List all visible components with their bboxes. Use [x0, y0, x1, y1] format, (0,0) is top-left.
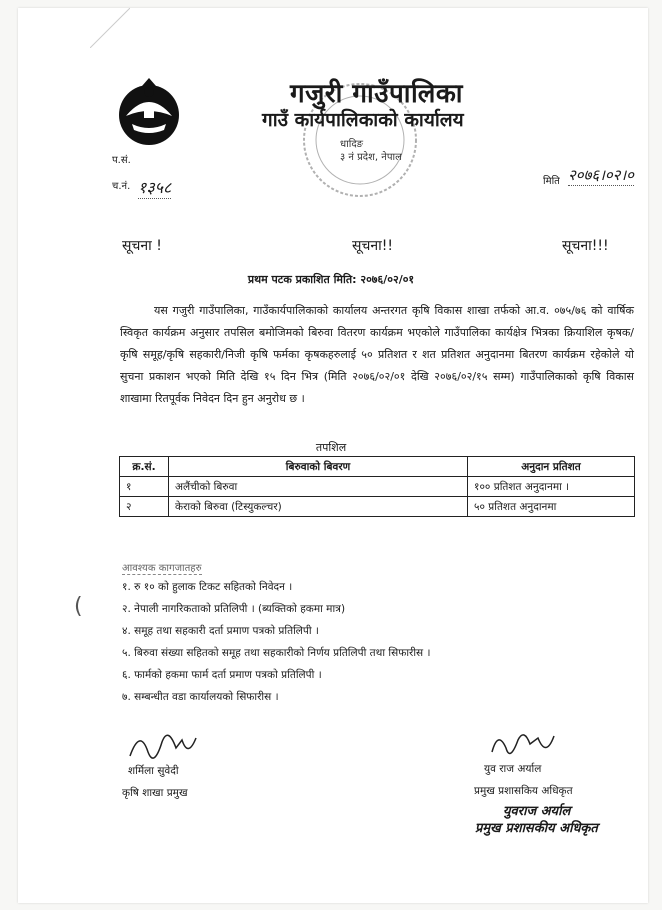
col-subsidy-header: अनुदान प्रतिशत [468, 457, 635, 477]
list-item: ६. फार्मको हकमा फार्म दर्ता प्रमाण पत्रको प्रतिलिपी । [122, 669, 322, 681]
table-header-row [120, 457, 635, 477]
notice-body [120, 300, 634, 410]
schedule-table [119, 456, 635, 517]
date-value: २०७६।०२।० [568, 166, 634, 184]
table-cell: ५० प्रतिशत अनुदानमा [468, 497, 635, 517]
nepal-emblem-logo [114, 78, 184, 148]
table-cell: २ [120, 497, 169, 517]
dispatch-number-value: १३५८ [138, 178, 172, 197]
signatory-left-title: कृषि शाखा प्रमुख [122, 787, 188, 799]
dispatch-number-label: च.नं. [112, 181, 131, 192]
list-item: ७. सम्बन्धीत वडा कार्यालयको सिफारीस । [122, 691, 279, 703]
hole-punch-mark: ( [74, 594, 83, 619]
col-serial-header: क्र.सं. [120, 457, 169, 477]
table-row [120, 497, 635, 517]
notice-body-text: यस गजुरी गाउँपालिका, गाउँकार्यपालिकाको कार्यालय अन्तरगत कृषि विकास शाखा तर्फको आ.व. ०७५/७६ को वार्षिक स्विकृत कार्यक्रम अनुसार तपसिल बमोजिमको बिरुवा वितरण कार्यक्रम भएकोले गाउँपालिका कार्यक्षेत्र भित्रका क्रियाशिल कृषक/कृषि समूह/कृषि सहकारी/निजी कृषि फर्मका कृषकहरुलाई ५० प्रतिशत र शत प्रतिशत अनुदानमा बितरण कार्यक्रम रहेकोले यो सुचना प्रकाशन भएको मिति देखि १५ दिन भित्र (मिति २०७६/०२/०१ देखि २०७६/०२/१५ सम्म) गाउँपालिकाको कृषि विकास शाखामा रितपूर्वक निवेदन दिन हुन अनुरोध छ । [120, 304, 634, 405]
notice-heading-2: सूचना!! [352, 238, 393, 254]
reference-number-label: प.सं. [112, 155, 131, 166]
publish-date-line: प्रथम पटक प्रकाशित मिति: २०७६/०२/०१ [247, 273, 415, 286]
folded-corner-decoration [90, 8, 130, 48]
office-title-line1: गजुरी गाउँपालिका [290, 79, 464, 109]
list-item: १. रु १० को हुलाक टिकट सहितको निवेदन । [122, 581, 293, 593]
documents-title: आवश्यक कागजातहरु [122, 560, 202, 575]
list-item: २. नेपाली नागरिकताको प्रतिलिपी । (ब्यक्तिको हकमा मात्र) [122, 603, 346, 615]
signatory-right-name: युव राज अर्याल [484, 763, 542, 775]
list-item: ४. समूह तथा सहकारी दर्ता प्रमाण पत्रको प्रतिलिपी । [122, 625, 319, 637]
table-cell: १०० प्रतिशत अनुदानमा । [468, 477, 635, 497]
documents-list [122, 576, 430, 708]
signatory-right-title: प्रमुख प्रशासकिय अधिकृत [474, 785, 573, 797]
date-label: मिति [543, 176, 560, 187]
table-row [120, 477, 635, 497]
col-description-header: बिरुवाको बिवरण [169, 457, 468, 477]
notice-heading-3: सूचना!!! [562, 238, 609, 254]
notice-heading-1: सूचना ! [122, 238, 162, 254]
table-cell: १ [120, 477, 169, 497]
table-cell: केराको बिरुवा (टिस्युकल्चर) [169, 497, 468, 517]
schedule-title: तपशिल [315, 441, 347, 454]
office-title-line2: गाउँ कार्यपालिकाको कार्यालय [262, 109, 464, 131]
signatory-stamp-name: युवराज अर्याल [503, 804, 571, 819]
signatory-stamp-title: प्रमुख प्रशासकीय अधिकृत [475, 821, 598, 836]
signatory-left-name: शर्मिला सुवेदी [128, 765, 179, 777]
stamp-text: धादिङ ३ नं प्रदेश, नेपाल [340, 139, 402, 163]
list-item: ५. बिरुवा संख्या सहितको समूह तथा सहकारीको निर्णय प्रतिलिपी तथा सिफारीस । [122, 647, 431, 659]
table-cell: अलैंचीको बिरुवा [169, 477, 468, 497]
